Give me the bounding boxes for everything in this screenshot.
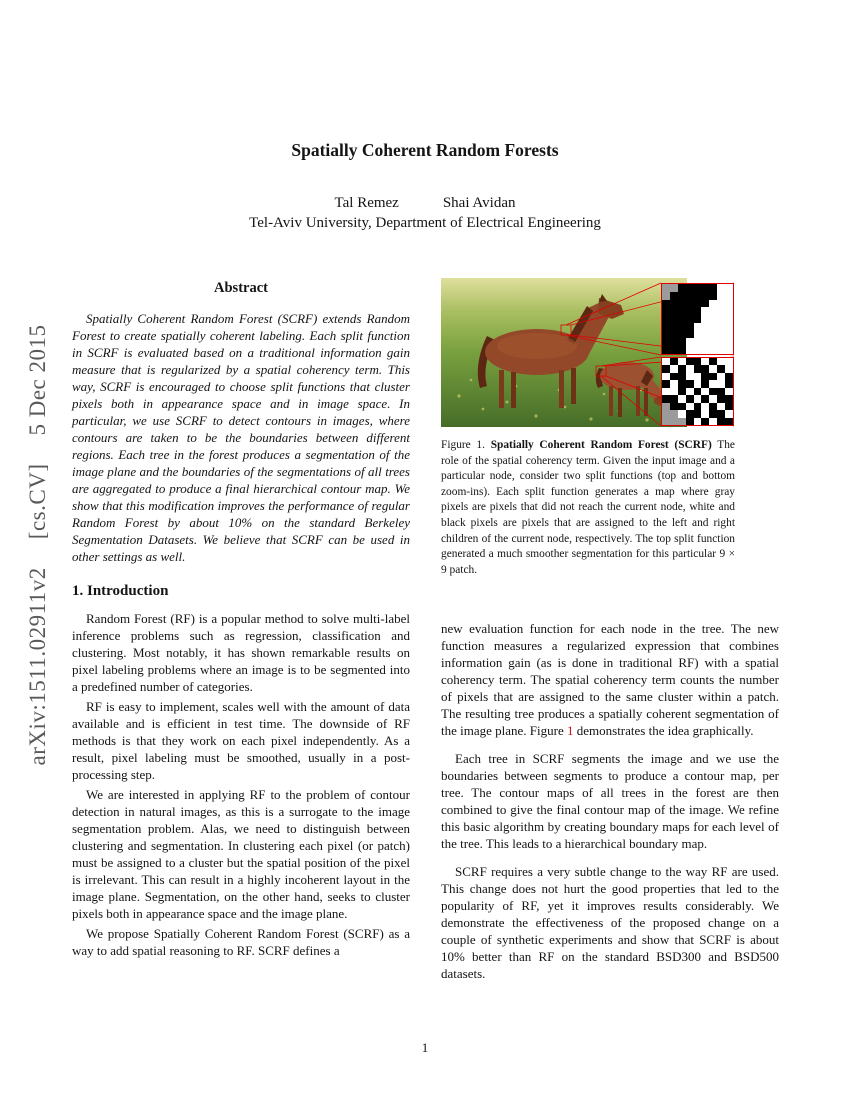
left-column xyxy=(72,270,410,993)
paper-title: Spatially Coherent Random Forests xyxy=(291,140,559,160)
author-1: Tal Remez xyxy=(334,195,399,211)
right-paragraph-2: Each tree in SCRF segments the image and we use the boundaries between segments to produce a contour map, per tree. The contour maps of all trees in the forest are then combined to give the final contour map of the image. We refine this basic algorithm by creating boundary maps for each level of the tree. This leads to a hierarchical boundary map. xyxy=(441,751,779,852)
right-paragraph-1 xyxy=(441,620,779,739)
two-column-body xyxy=(72,270,779,993)
split-function-map-bottom xyxy=(661,357,734,426)
abstract-text: Spatially Coherent Random Forest (SCRF) extends Random Forest to create spatially coherent labeling. Each split function in SCRF is evaluated based on a traditional information gain measure that is regularized by a spatial coherency term. This way, SCRF is encouraged to choose split functions that cluster pixels both in appearance space and in image space. In particular, we use SCRF to detect contours in images, where contours are taken to be the boundaries between different regions. Each tree in the forest produces a segmentation of the image plane and the boundaries of the segmentations of all trees are aggregated to produce a final hierarchical contour map. We show that this modification improves the performance of regular Random Forest by about 10% on the standard Berkeley Segmentation Datasets. We believe that SCRF can be used in other settings as well. xyxy=(72,311,410,564)
arxiv-date: 5 Dec 2015 xyxy=(25,324,50,436)
intro-paragraph-1: Random Forest (RF) is a popular method to solve multi-label inference problems such as regression, classification and clustering. Most notably, it has shown remarkable results on pixel labeling problems where an image is to be segmented into a predefined number of categories. xyxy=(72,611,410,694)
figure-caption-text: The role of the spatial coherency term. Given the input image and a particular node, consider two split functions (top and bottom zoom-ins). Each split function generates a map where gray pixels are pixels that did not reach the current node, white and black pixels are pixels that are assigned to the left and right children of the current node, respectively. The top split function generated a much smoother segmentation for this particular 9 × 9 patch. xyxy=(441,439,735,576)
author-2: Shai Avidan xyxy=(442,195,516,211)
intro-paragraph-4: We propose Spatially Coherent Random Forest (SCRF) as a way to add spatial reasoning to RF. SCRF defines a xyxy=(72,926,410,958)
intro-paragraph-2: RF is easy to implement, scales well with the amount of data available and is efficient in test time. The downside of RF methods is that they work on each pixel independently. As a result, pixel labeling must be smoothed, usually in a post-processing step. xyxy=(72,699,410,782)
figure-1-reference-link[interactable]: 1 xyxy=(567,723,574,739)
figure-caption xyxy=(441,438,735,578)
abstract-heading: Abstract xyxy=(214,280,268,296)
right-paragraph-1-text: new evaluation function for each node in the tree. The new function measures a regularized expression that combines information gain (as is done in traditional RF) with a spatial coherency term. The spatial coherency term counts the number of pixels that are assigned to the same cluster within a patch. The resulting tree produces a spatially coherent segmentation of the image plane. Figure xyxy=(441,621,779,739)
right-paragraph-1-tail: demonstrates the idea graphically. xyxy=(573,723,754,739)
right-paragraph-3: SCRF requires a very subtle change to the way RF are used. This change does not hurt the good properties that led to the popularity of RF, yet it improves results considerably. We demonstrate the effectiveness of the proposed change on a couple of synthetic experiments and show that SCRF is about 10% better than RF on the standard BSD300 and BSD500 datasets. xyxy=(441,864,779,982)
figure-caption-title: Spatially Coherent Random Forest (SCRF) xyxy=(490,439,712,451)
intro-paragraph-3: We are interested in applying RF to the problem of contour detection in natural images, as this is a surrogate to the image segmentation problem. Alas, we need to distinguish between clustering and segmentation. In clustering each pixel (or patch) must be assigned to a cluster but the spatial position of the pixel is irrelevant. This can result in a highly incoherent layout in the image plane. Segmentation, on the other hand, seeks to cluster pixels both in appearance space and the image plane. xyxy=(72,787,410,921)
arxiv-id: arXiv:1511.02911v2 xyxy=(25,567,50,766)
split-function-map-top xyxy=(661,283,734,355)
paper-header xyxy=(0,0,850,232)
section-heading-introduction: 1. Introduction xyxy=(72,583,169,599)
right-column xyxy=(441,270,779,993)
arxiv-category: [cs.CV] xyxy=(25,463,50,540)
page-number: 1 xyxy=(421,1040,429,1055)
figure-1 xyxy=(441,278,735,427)
arxiv-watermark xyxy=(25,324,51,765)
affiliation: Tel-Aviv University, Department of Electrical Engineering xyxy=(249,215,601,231)
author-list xyxy=(0,195,850,212)
figure-caption-label: Figure 1. xyxy=(441,439,485,451)
